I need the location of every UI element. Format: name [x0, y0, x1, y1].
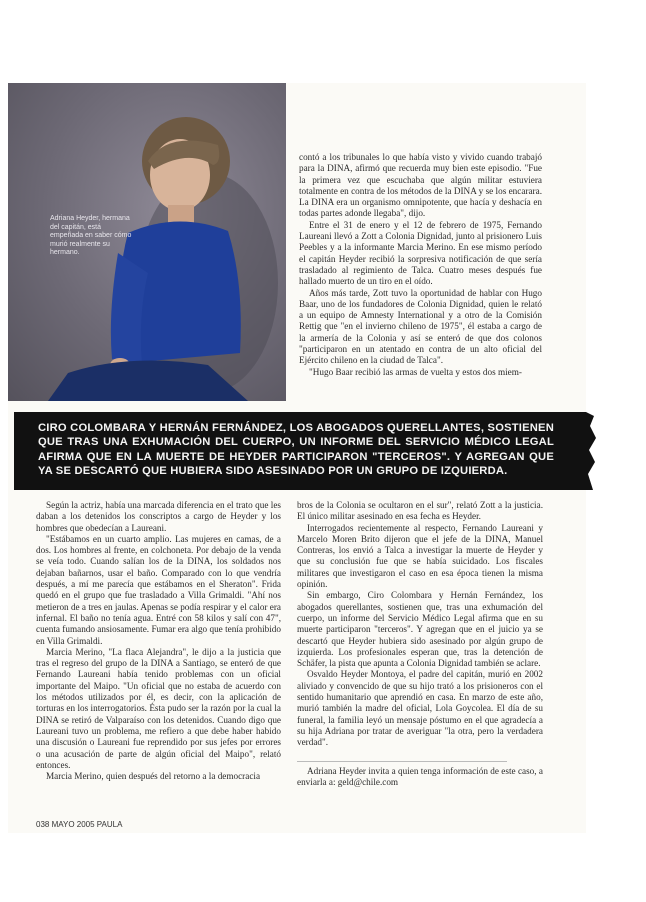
paragraph: Osvaldo Heyder Montoya, el padre del capitán, murió en 2002 aliviado y convencido de que su hijo trató a los prisioneros con el sentido humanitario que aprendió en casa. En marzo de este año, murió también la madre del oficial, Lola Goycolea. El día de su funeral, la familia leyó un mensaje póstumo en el que agradecía a su hija Adriana por tratar de averiguar "la otra, pero la verdadera verdad". [297, 669, 543, 748]
page-number: 038 [36, 820, 50, 829]
paragraph: Sin embargo, Ciro Colombara y Hernán Fernández, los abogados querellantes, sostienen que, tras una exhumación del cuerpo, un informe del Servicio Médico Legal afirma que en su muerte participaron "terceros". Y agregan que en el juicio ya se descartó que Heyder hubiera sido asesinado por algún grupo de izquierda. Los profesionales esperan que, tras la detención de Schäfer, la pista que apunta a Colonia Dignidad también se aclare. [297, 590, 543, 669]
paragraph: contó a los tribunales lo que había visto y vivido cuando trabajó para la DINA, afirmó que recuerda muy bien este episodio. "Fue la primera vez que escuchaba que algún militar estuviera totalmente en contra de los métodos de la DINA y se los encarara. La DINA era un organismo omnipotente, que hacía y deshacía en todas partes adonde llegaba", dijo. [299, 152, 542, 219]
paragraph: Marcia Merino, quien después del retorno a la democracia [46, 771, 261, 782]
right-text-column [297, 500, 543, 820]
paragraph: Entre el 31 de enero y el 12 de febrero de 1975, Fernando Laureani llevó a Zott a Colonia Dignidad, junto al prisionero Luis Peebles y a la informante Marcia Merino. En ese mismo período el capitán Heyder recibió la sorpresiva notificación de que sería trasladado al regimiento de Talca. Cuatro meses después fue hallado muerto de un tiro en el oído. [299, 219, 542, 287]
page-footer [36, 820, 122, 829]
paragraph: Según la actriz, había una marcada diferencia en el trato que les daban a los detenidos los conscriptos a cargo de Heyder y los hombres que obedecían a Laureani. [36, 500, 281, 533]
banner-edge-decoration [586, 412, 600, 490]
paragraph: "Estábamos en un cuarto amplio. Las mujeres en camas, de a dos. Los hombres al frente, en colchoneta. Por debajo de la venda se veía todo. Cuando salían los de la DINA, los soldados nos dejaban bañarnos, usar el baño. Comparado con lo que vendría después, a mí me parecía que estábamos en el Sheraton". Frida quedó en el grupo que fue trasladado a Villa Grimaldi. "Ahí nos metieron de a tres en jaulas. Apenas se podía respirar y el calor era infernal. El baño no tenía agua. Entré con 58 kilos y salí con 47", cuenta fumando ansiosamente. Fumar era algo que tenía prohibido en Villa Grimaldi. [36, 533, 281, 646]
pull-quote-text: CIRO COLOMBARA Y HERNÁN FERNÁNDEZ, LOS ABOGADOS QUERELLANTES, SOSTIENEN QUE TRAS UNA EXHUMACIÓN DEL CUERPO, UN INFORME DEL SERVICIO MÉDICO LEGAL AFIRMA QUE EN LA MUERTE DE HEYDER PARTICIPARON "TERCEROS". Y AGREGAN QUE YA SE DESCARTÓ QUE HUBIERA SIDO ASESINADO POR UN GRUPO DE IZQUIERDA. [38, 422, 554, 478]
separator [297, 751, 507, 762]
paragraph: Interrogados recientemente al respecto, Fernando Laureani y Marcelo Moren Brito dijeron que el jefe de la DINA, Manuel Contreras, los envió a Talca a investigar la muerte de Heyder y que su conclusión fue que se había suicidado. Los fiscales militares que investigaron el caso en esa época tienen la misma opinión. [297, 522, 543, 590]
paragraph: Marcia Merino, "La flaca Alejandra", le dijo a la justicia que tras el regreso del grupo de la DINA a Santiago, se enteró de que Fernando Laureani había tenido problemas con un oficial importante del Maipo. "Un oficial que no estaba de acuerdo con los métodos utilizados por él, es decir, con la aplicación de torturas en los interrogatorios. Ésta pudo ser la razón por la cual la DINA se retiró de Valparaíso con los detenidos. Cuando digo que Laureani tuvo un problema, me refiero a que debe haber habido una discusión o Laureani fue reprendido por sus jefes por errores o una acusación de parte de algún oficial del Maipo", relató entonces. [36, 646, 281, 770]
pull-quote-banner [14, 412, 586, 490]
top-text-column [299, 152, 542, 400]
portrait-photo [8, 83, 286, 401]
left-text-column [36, 500, 281, 812]
paragraph: bros de la Colonia se ocultaron en el sur", relató Zott a la justicia. El único militar asesinado en esa fecha es Heyder. [297, 500, 543, 522]
paragraph: "Hugo Baar recibió las armas de vuelta y estos dos miem- [309, 366, 522, 377]
contact-note: Adriana Heyder invita a quien tenga información de este caso, a enviarla a: geld@chile.com [297, 765, 543, 787]
photo-caption: Adriana Heyder, hermana del capitán, está empeñada en saber cómo murió realmente su hermano. [50, 215, 132, 256]
paragraph: Años más tarde, Zott tuvo la oportunidad de hablar con Hugo Baar, uno de los fundadores de Colonia Dignidad, quien le relató a un equipo de Amnesty International y a otro de la Comisión Rettig que "en el invierno chileno de 1975", él estaba a cargo de la armería de la Colonia y así se enteró de que dos colonos "participaron en un atentado en contra de un alto oficial del Ejército chileno en la ciudad de Talca". [299, 287, 542, 366]
issue-label: MAYO 2005 PAULA [51, 820, 123, 829]
